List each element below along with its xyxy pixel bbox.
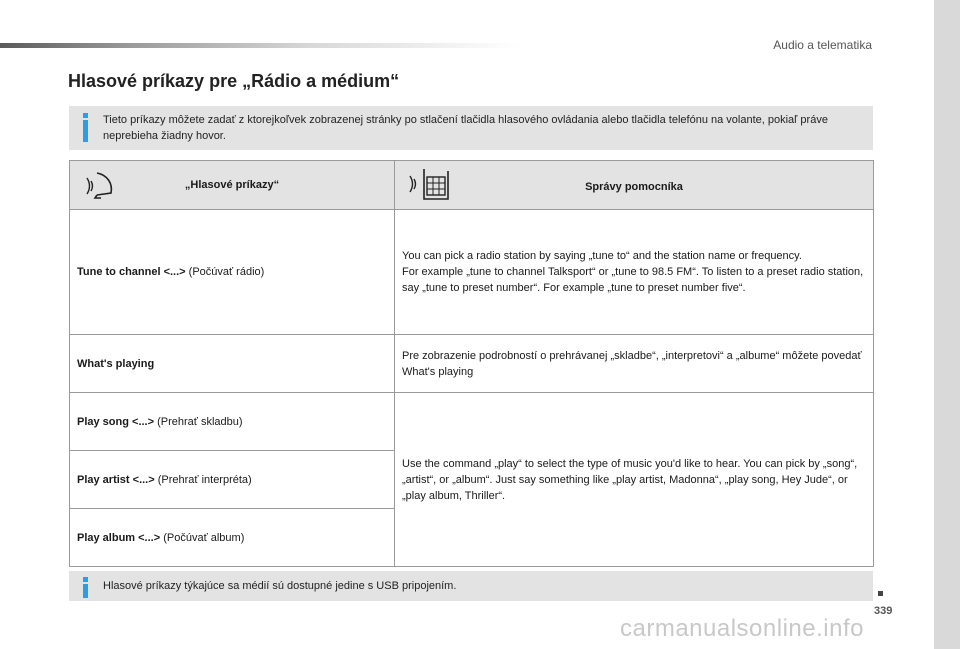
command-name: Play song <...> (77, 415, 155, 428)
voice-commands-table (69, 160, 874, 567)
watermark: carmanualsonline.info (620, 615, 864, 642)
header-cell-commands (70, 161, 395, 210)
command-cell (70, 509, 395, 567)
command-name: Tune to channel <...> (77, 266, 186, 278)
info-note-bottom (69, 571, 873, 601)
help-cell: Pre zobrazenie podrobností o prehrávanej „skladbe“, „interpretovi“ a „albume“ môžete povedať What's playing (395, 335, 874, 393)
section-title: Audio a telematika (773, 38, 872, 52)
page-title: Hlasové príkazy pre „Rádio a médium“ (68, 71, 400, 91)
help-cell: You can pick a radio station by saying „tune to“ and the station name or frequency. For example „tune to channel Talksport“ or „tune to 98.5 FM“. To listen to a preset radio station, say „tune to preset number“. For example „tune to preset number five“. (395, 210, 874, 335)
header-cell-help (395, 161, 874, 210)
table-row (70, 210, 874, 335)
info-icon (83, 577, 88, 598)
command-cell (70, 451, 395, 509)
header-commands-label: „Hlasové príkazy“ (184, 179, 280, 191)
table-row (70, 393, 874, 451)
page-number: 339 (874, 605, 893, 617)
command-translation: (Počúvať rádio) (185, 266, 265, 278)
command-name: Play artist <...> (77, 473, 155, 486)
page-marker (878, 591, 883, 596)
header-help-label: Správy pomocníka (585, 181, 683, 193)
command-cell (70, 210, 395, 335)
command-name: What's playing (77, 357, 155, 370)
command-translation: (Prehrať skladbu) (154, 415, 243, 428)
command-name: Play album <...> (77, 531, 161, 544)
info-icon (83, 113, 88, 142)
command-cell (70, 393, 395, 451)
command-translation: (Prehrať interpréta) (154, 473, 252, 486)
header-gradient-bar (0, 43, 520, 48)
table-row (70, 335, 874, 393)
info-note-text: Tieto príkazy môžete zadať z ktorejkoľvek zobrazenej stránky po stlačení tlačidla hlasového ovládania alebo tlačidla telefónu na volante, pokiaľ práve neprebieha žiadny hovor. (103, 114, 828, 142)
help-cell: Use the command „play“ to select the type of music you'd like to hear. You can pick by „song“, „artist“, or „album“. Just say something like „play artist, Madonna“, „play song, Hey Jude“, or „play album, Thriller“. (395, 393, 874, 567)
page-edge-strip (934, 0, 960, 649)
info-note-text: Hlasové príkazy týkajúce sa médií sú dostupné jedine s USB pripojením. (103, 580, 457, 592)
command-cell (70, 335, 395, 393)
info-note-top (69, 106, 873, 150)
table-header-row (70, 161, 874, 210)
command-translation: (Počúvať album) (160, 531, 245, 544)
